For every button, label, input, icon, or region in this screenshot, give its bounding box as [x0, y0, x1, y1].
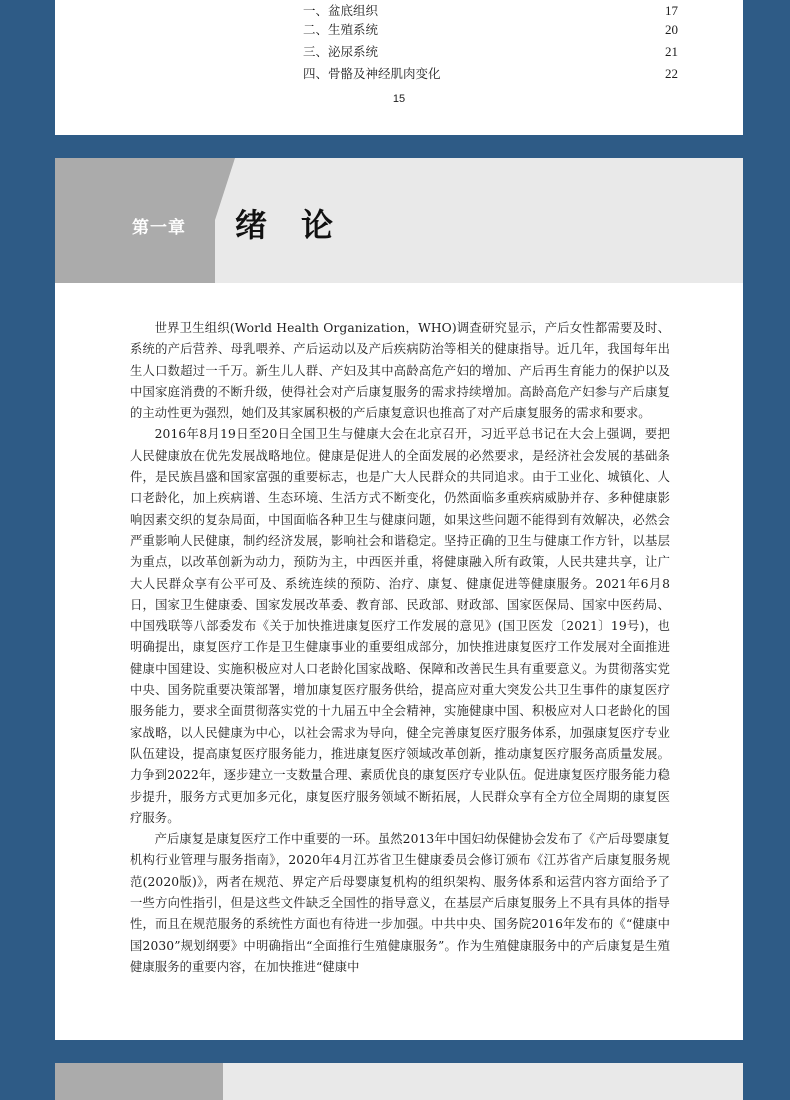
toc-entry-title: 四、骨骼及神经肌肉变化 — [303, 66, 441, 81]
toc-entry-page: 20 — [665, 22, 678, 37]
chapter-label: 第一章 — [132, 218, 186, 238]
page-number: 15 — [392, 93, 406, 105]
body-paragraph: 2016年8月19日至20日全国卫生与健康大会在北京召开，习近平总书记在大会上强调，要把人民健康放在优先发展战略地位。健康是促进人的全面发展的必然要求，是经济社会发展的基础条件，是民族昌盛和国家富强的重要标志，也是广大人民群众的共同追求。由于工业化、城镇化、人口老龄化，加上疾病谱、生态环境、生活方式不断变化，仍然面临多重疾病威胁并存、多种健康影响因素交织的复杂局面，中国面临各种卫生与健康问题，如果这些问题不能得到有效解决，必然会严重影响人民健康，制约经济发展，影响社会和谐稳定。坚持正确的卫生与健康工作方针，以基层为重点，以改革创新为动力，预防为主，中西医并重，将健康融入所有政策，人民共建共享，让广大人民群众享有公平可及、系统连续的预防、治疗、康复、健康促进等健康服务。2021年6月8日，国家卫生健康委、国家发展改革委、教育部、民政部、财政部、国家医保局、国家中医药局、中国残联等八部委发布《关于加快推进康复医疗工作发展的意见》(国卫医发〔2021〕19号)，也明确提出，康复医疗工作是卫生健康事业的重要组成部分，加快推进康复医疗工作发展对全面推进健康中国建设、实施积极应对人口老龄化国家战略、保障和改善民生具有重要意义。为贯彻落实党中央、国务院重要决策部署，增加康复医疗服务供给，提高应对重大突发公共卫生事件的康复医疗服务能力，要求全面贯彻落实党的十九届五中全会精神，实施健康中国、积极应对人口老龄化的国家战略，以人民健康为中心，以社会需求为导向，健全完善康复医疗服务体系，加强康复医疗专业队伍建设，提高康复医疗服务能力，推进康复医疗领域改革创新，推动康复医疗服务高质量发展。力争到2022年，逐步建立一支数量合理、素质优良的康复医疗专业队伍。促进康复医疗服务能力稳步提升，服务方式更加多元化，康复医疗服务领域不断拓展，人民群众享有全方位全周期的康复医疗服务。 — [130, 427, 670, 825]
chapter-page — [55, 158, 743, 1040]
toc-entry-page: 17 — [665, 3, 678, 18]
next-page-header-tab — [55, 1063, 223, 1100]
chapter-header-tab-edge — [215, 158, 235, 220]
toc-entry — [303, 19, 678, 41]
body-paragraph: 产后康复是康复医疗工作中重要的一环。虽然2013年中国妇幼保健协会发布了《产后母婴康复机构行业管理与服务指南》，2020年4月江苏省卫生健康委员会修订颁布《江苏省产后康复服务规范(2020版)》，两者在规范、界定产后母婴康复机构的组织架构、服务体系和运营内容方面给予了一些方向性指引，但是这些文件缺乏全国性的指导意义，在基层产后康复服务上不具有具体的指导性，而且在规范服务的系统性方面也有待进一步加强。中共中央、国务院2016年发布的《“健康中国2030”规划纲要》中明确指出“全面推行生殖健康服务”。作为生殖健康服务中的产后康复是生殖健康服务的重要内容，在加快推进“健康中 — [130, 832, 670, 974]
toc-entry — [303, 41, 678, 63]
chapter-body — [130, 318, 670, 978]
chapter-title: 绪论 — [235, 206, 368, 244]
toc-entry-page: 22 — [665, 66, 678, 81]
toc-page — [55, 0, 743, 135]
toc-entry-title: 三、泌尿系统 — [303, 44, 379, 59]
body-paragraph: 世界卫生组织(World Health Organization，WHO)调查研究显示，产后女性都需要及时、系统的产后营养、母乳喂养、产后运动以及产后疾病防治等相关的健康指导。近几年，我国每年出生人口数超过一千万。新生儿人群、产妇及其中高龄高危产妇的增加、产后再生育能力的保护以及中国家庭消费的不断升级，使得社会对产后康复服务的需求持续增加。高龄高危产妇参与产后康复的主动性更为强烈，她们及其家属积极的产后康复意识也推高了对产后康复服务的需求和要求。 — [130, 321, 670, 421]
next-page-header — [55, 1063, 743, 1100]
toc-entry — [303, 63, 678, 85]
toc-entry-title: 二、生殖系统 — [303, 22, 379, 37]
toc-entry-title: 一、盆底组织 — [303, 3, 379, 18]
toc-entry-page: 21 — [665, 44, 678, 59]
